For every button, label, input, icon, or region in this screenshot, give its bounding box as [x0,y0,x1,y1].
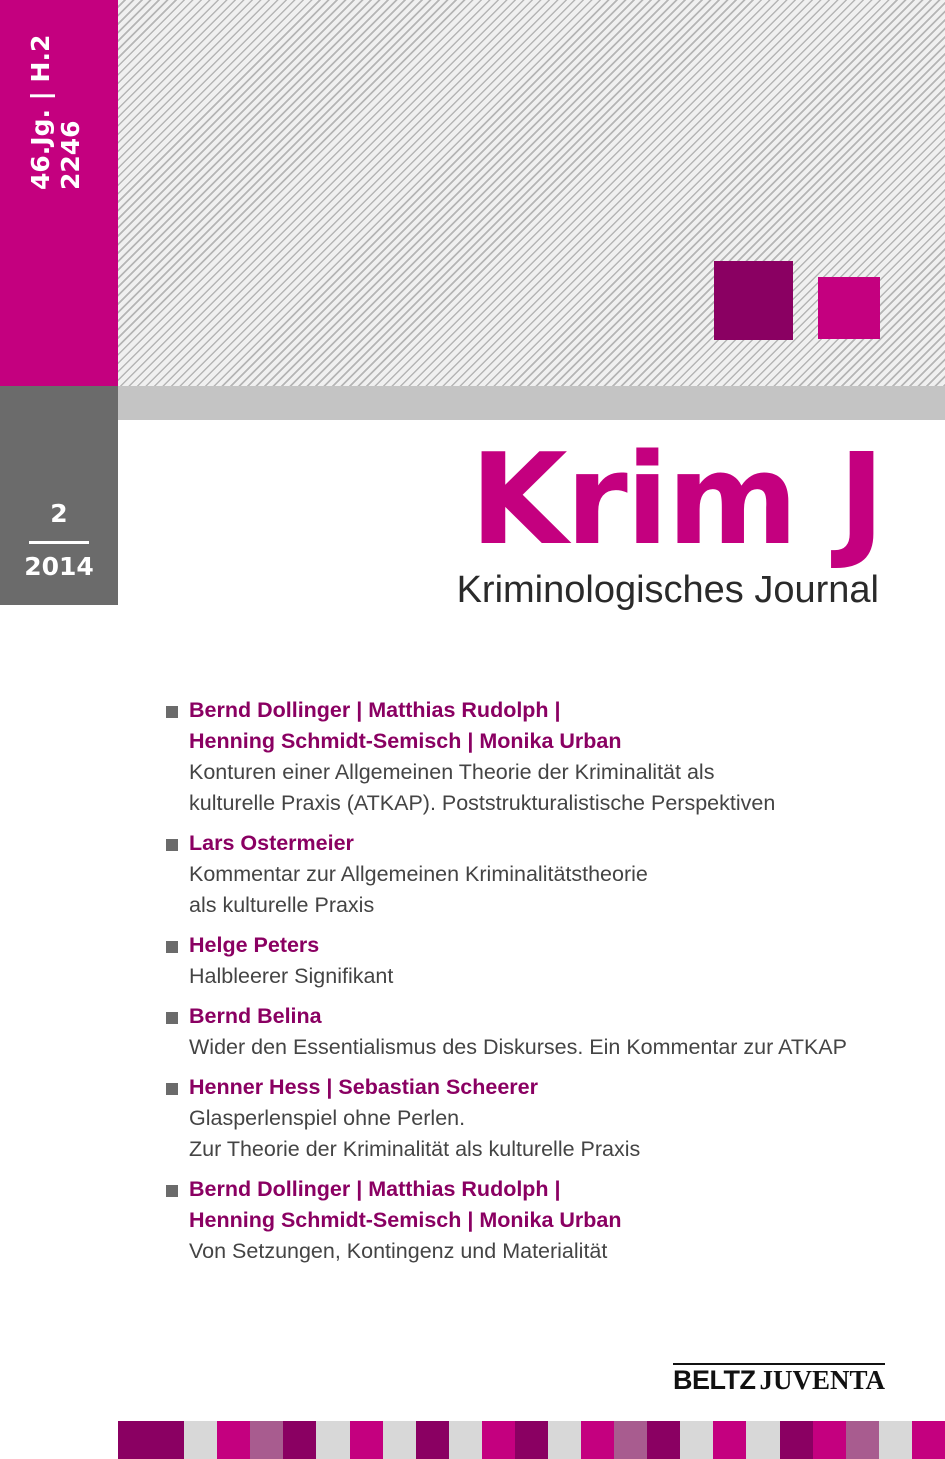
spine-volume: 46.Jg. | H.2 [26,34,55,190]
color-strip-segment [614,1421,647,1459]
journal-logo: Krim J [469,426,883,573]
table-of-contents [166,695,926,1276]
toc-title: kulturelle Praxis (ATKAP). Poststrukturalistische Perspektiven [189,791,776,815]
toc-title: Wider den Essentialismus des Diskurses. Ein Kommentar zur ATKAP [189,1035,847,1059]
color-strip-segment [713,1421,746,1459]
spine-text [26,35,86,190]
toc-title: Halbleerer Signifikant [189,964,394,988]
journal-subtitle: Kriminologisches Journal [456,569,879,611]
color-strip-segment [482,1421,515,1459]
color-strip-segment [184,1421,217,1459]
bullet-square-icon [166,1083,178,1095]
color-strip-segment [316,1421,349,1459]
issue-year: 2014 [24,552,94,581]
bullet-square-icon [166,839,178,851]
dark-magenta-square [714,261,793,340]
toc-entry [166,828,926,921]
toc-entry [166,1174,926,1267]
publisher-logo [673,1363,885,1397]
color-strip-segment [647,1421,680,1459]
color-strip-segment [813,1421,846,1459]
toc-author: Lars Ostermeier [189,831,354,855]
issue-divider [29,541,89,544]
magenta-square [818,277,880,339]
toc-title: Glasperlenspiel ohne Perlen. [189,1106,466,1130]
toc-title: Von Setzungen, Kontingenz und Materialität [189,1239,608,1263]
color-strip-segment [217,1421,250,1459]
toc-entry [166,1072,926,1165]
toc-author: Bernd Dollinger | Matthias Rudolph | [189,1177,561,1201]
toc-title: Konturen einer Allgemeinen Theorie der Kriminalität als [189,760,715,784]
toc-author: Bernd Dollinger | Matthias Rudolph | [189,698,561,722]
color-strip-segment [416,1421,449,1459]
color-strip-segment [680,1421,713,1459]
bullet-square-icon [166,1012,178,1024]
publisher-name-juventa: JUVENTA [759,1365,885,1395]
color-strip-segment [250,1421,283,1459]
spine-number: 2246 [56,120,85,190]
color-strip-segment [283,1421,316,1459]
color-strip-segment [746,1421,779,1459]
bullet-square-icon [166,941,178,953]
issue-block [0,386,118,605]
color-strip-segment [912,1421,945,1459]
color-strip-segment [879,1421,912,1459]
color-strip-segment [515,1421,548,1459]
issue-number: 2 [50,499,68,528]
toc-author: Helge Peters [189,933,320,957]
color-strip-segment [118,1421,151,1459]
publisher-rule [673,1363,885,1365]
toc-entry [166,930,926,992]
color-strip-segment [548,1421,581,1459]
color-strip-segment [780,1421,813,1459]
spine-band [0,0,118,386]
toc-author: Henning Schmidt-Semisch | Monika Urban [189,1208,622,1232]
color-strip-segment [846,1421,879,1459]
color-strip [118,1421,945,1459]
bullet-square-icon [166,706,178,718]
color-strip-segment [350,1421,383,1459]
color-strip-segment [449,1421,482,1459]
toc-author: Bernd Belina [189,1004,322,1028]
toc-entry [166,1001,926,1063]
color-strip-segment [581,1421,614,1459]
publisher-name-beltz: BELTZ [673,1365,756,1395]
grey-divider-bar [118,386,945,420]
toc-title: Zur Theorie der Kriminalität als kulturelle Praxis [189,1137,641,1161]
toc-author: Henner Hess | Sebastian Scheerer [189,1075,538,1099]
bullet-square-icon [166,1185,178,1197]
color-strip-segment [383,1421,416,1459]
toc-title: Kommentar zur Allgemeinen Kriminalitätstheorie [189,862,648,886]
color-strip-segment [151,1421,184,1459]
toc-title: als kulturelle Praxis [189,893,375,917]
toc-entry [166,695,926,819]
toc-author: Henning Schmidt-Semisch | Monika Urban [189,729,622,753]
